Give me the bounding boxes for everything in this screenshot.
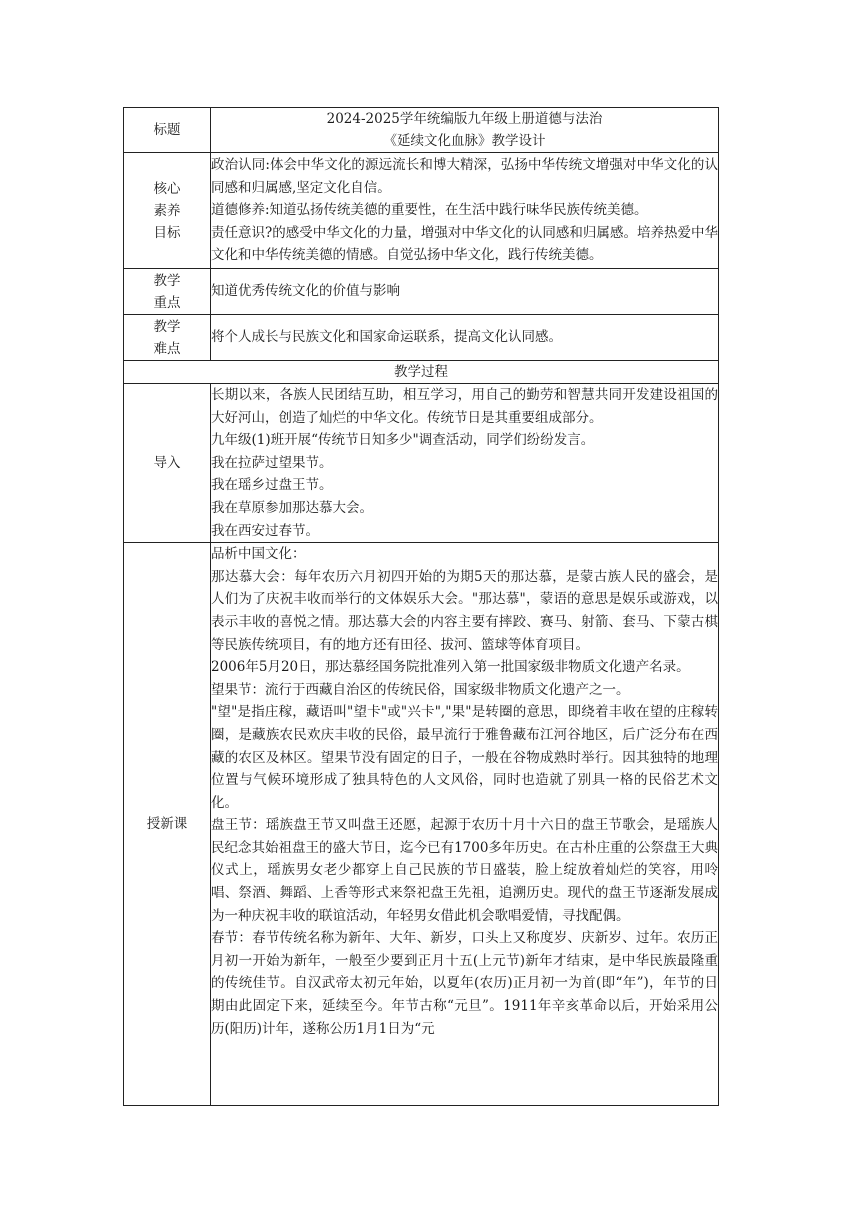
new-lesson-heading: 品析中国文化： <box>211 546 306 563</box>
process-header-row <box>124 361 719 384</box>
label-line: 教学 <box>153 318 181 335</box>
core-literacy-label <box>124 153 211 269</box>
spring-festival-paragraph: 春节：春节传统名称为新年、大年、新岁，口头上又称度岁、庆新岁、过年。农历正月初一开始为新年，一般至少要到正月十五(上元节)新年才结束，是中华民族最隆重的传统佳节。自汉武帝太初元年始，以夏年(农历)正月初一为首(即“年”)，年节的日期由此固定下来，延续至今。年节古称“元旦”。1911年辛亥革命以后，开始采用公历(阳历)计年，遂称公历1月1日为“元 <box>211 930 718 1037</box>
ongkor-detail-paragraph: "望"是指庄稼，藏语叫"望卡"或"兴卡","果"是转圈的意思，即绕着丰收在望的庄稼转圈，是藏族农民欢庆丰收的民俗，最早流行于雅鲁藏布江河谷地区，后广泛分布在西藏的农区及林区。望果节没有固定的日子，一般在谷物成熟时举行。因其独特的地理位置与气候环境形成了独具特色的人文风俗，同时也造就了别具一格的民俗艺术文化。 <box>211 704 718 811</box>
intro-row <box>124 384 719 543</box>
core-literacy-row <box>124 153 719 269</box>
intro-paragraph: 我在瑶乡过盘王节。 <box>211 477 333 494</box>
intro-paragraph: 九年级(1)班开展“传统节日知多少"调查活动，同学们纷纷发言。 <box>211 432 595 449</box>
core-literacy-responsibility: 责任意识?的感受中华文化的力量，增强对中华文化的认同感和归属感。培养热爱中华文化和中华传统美德的情感。自觉弘扬中华文化，践行传统美德。 <box>211 224 718 264</box>
process-header: 教学过程 <box>124 361 719 384</box>
intro-label: 导入 <box>124 384 211 543</box>
label-line: 难点 <box>153 340 181 357</box>
difficulty-label <box>124 315 211 361</box>
new-lesson-label: 授新课 <box>124 543 211 1106</box>
label-line: 教学 <box>153 272 181 289</box>
title-row <box>124 108 719 153</box>
label-line: 重点 <box>153 294 181 311</box>
key-point-row <box>124 269 719 315</box>
title-line-1: 2024-2025学年统编版九年级上册道德与法治 <box>326 111 603 127</box>
new-lesson-row <box>124 543 719 1106</box>
core-literacy-political: 政治认同:体会中华文化的源远流长和博大精深，弘扬中华传统文增强对中华文化的认同感和归属感,坚定文化自信。 <box>211 157 718 196</box>
key-point-text: 知道优秀传统文化的价值与影响 <box>211 269 719 315</box>
naadam-heritage-paragraph: 2006年5月20日，那达慕经国务院批准列入第一批国家级非物质文化遗产名录。 <box>211 659 690 676</box>
naadam-paragraph: 那达慕大会：每年农历六月初四开始的为期5天的那达慕，是蒙古族人民的盛会，是人们为了庆祝丰收而举行的文体娱乐大会。"那达慕"，蒙语的意思是娱乐或游戏，以表示丰收的喜悦之情。那达慕大会的内容主要有摔跤、赛马、射箭、套马、下蒙古棋等民族传统项目，有的地方还有田径、拔河、篮球等体育项目。 <box>211 568 718 653</box>
difficulty-row <box>124 315 719 361</box>
intro-paragraph: 长期以来，各族人民团结互助，相互学习，用自己的勤劳和智慧共同开发建设祖国的大好河山，创造了灿烂的中华文化。传统节日是其重要组成部分。 <box>211 387 718 426</box>
new-lesson-content <box>211 543 719 1106</box>
intro-paragraph: 我在草原参加那达慕大会。 <box>211 499 373 516</box>
intro-paragraph: 我在拉萨过望果节。 <box>211 454 333 471</box>
label-line: 目标 <box>153 224 181 241</box>
key-point-label <box>124 269 211 315</box>
core-literacy-content <box>211 153 719 269</box>
ongkor-intro-paragraph: 望果节：流行于西藏自治区的传统民俗，国家级非物质文化遗产之一。 <box>211 681 630 698</box>
label-line: 素养 <box>153 202 181 219</box>
document-title <box>211 108 719 153</box>
intro-content <box>211 384 719 543</box>
title-line-2: 《延续文化血脉》教学设计 <box>383 133 546 149</box>
title-label: 标题 <box>124 108 211 153</box>
lesson-plan-table <box>123 107 719 1106</box>
difficulty-text: 将个人成长与民族文化和国家命运联系，提高文化认同感。 <box>211 315 719 361</box>
label-line: 核心 <box>153 180 181 197</box>
intro-paragraph: 我在西安过春节。 <box>211 522 319 539</box>
core-literacy-moral: 道德修养:知道弘扬传统美德的重要性，在生活中践行味华民族传统美德。 <box>211 202 648 219</box>
panwang-paragraph: 盘王节：瑶族盘王节又叫盘王还愿，起源于农历十月十六日的盘王节歌会，是瑶族人民纪念其始祖盘王的盛大节日，迄今已有1700多年历史。在古朴庄重的公祭盘王大典仪式上，瑶族男女老少都穿上自己民族的节日盛装，脸上绽放着灿烂的笑容，用呤唱、祭酒、舞蹈、上香等形式来祭祀盘王先祖，追溯历史。现代的盘王节逐渐发展成为一种庆祝丰收的联谊活动，年轻男女借此机会歌唱爱情，寻找配偶。 <box>211 817 718 924</box>
